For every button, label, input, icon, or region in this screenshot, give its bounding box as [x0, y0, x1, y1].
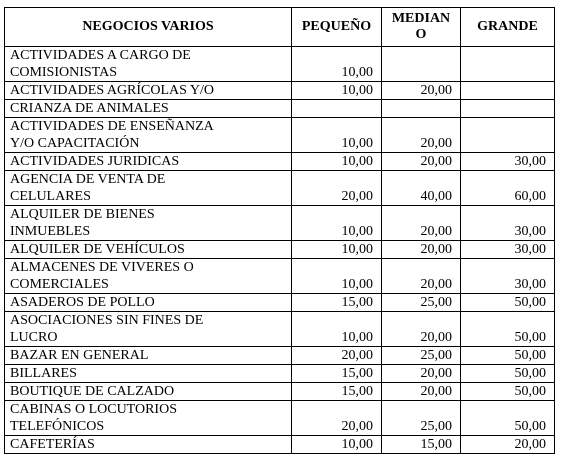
- mediano-value-cell: 40,00: [382, 171, 461, 206]
- grande-value-cell: [461, 118, 555, 153]
- grande-value-cell: 30,00: [461, 259, 555, 294]
- mediano-value-cell: 20,00: [382, 82, 461, 100]
- mediano-value-cell: 20,00: [382, 153, 461, 171]
- document-page: [4, 7, 555, 454]
- grande-value-cell: [461, 47, 555, 82]
- business-name-line: COMERCIALES: [10, 277, 109, 292]
- pequeno-value-cell: 10,00: [292, 436, 382, 454]
- business-name-line: CRIANZA DE ANIMALES: [10, 101, 169, 116]
- business-name-line: COMISIONISTAS: [10, 65, 118, 80]
- business-name-line: CAFETERÍAS: [10, 437, 95, 452]
- mediano-value-cell: 20,00: [382, 118, 461, 153]
- business-name-line: TELEFÓNICOS: [10, 419, 105, 434]
- table-row: [5, 100, 555, 118]
- grande-value-cell: 50,00: [461, 312, 555, 347]
- business-name-line: ACTIVIDADES DE ENSEÑANZA: [10, 119, 214, 134]
- table-row: [5, 259, 555, 294]
- pequeno-value-cell: 20,00: [292, 401, 382, 436]
- pequeno-value-cell: [292, 100, 382, 118]
- mediano-value-cell: 20,00: [382, 206, 461, 241]
- business-name-cell: [5, 153, 292, 171]
- table-row: [5, 294, 555, 312]
- business-name-cell: [5, 401, 292, 436]
- mediano-value-cell: 25,00: [382, 294, 461, 312]
- mediano-value-cell: 20,00: [382, 259, 461, 294]
- business-name-cell: [5, 47, 292, 82]
- pequeno-value-cell: 10,00: [292, 153, 382, 171]
- table-row: [5, 347, 555, 365]
- business-name-line: ACTIVIDADES A CARGO DE: [10, 48, 191, 63]
- business-name-line: ALQUILER DE BIENES: [10, 207, 155, 222]
- pequeno-value-cell: 10,00: [292, 241, 382, 259]
- business-name-line: ACTIVIDADES JURIDICAS: [10, 154, 180, 169]
- mediano-value-cell: 25,00: [382, 401, 461, 436]
- table-header-row: [5, 8, 555, 47]
- pequeno-value-cell: 20,00: [292, 347, 382, 365]
- pequeno-value-cell: 15,00: [292, 365, 382, 383]
- business-name-line: ACTIVIDADES AGRÍCOLAS Y/O: [10, 83, 215, 98]
- pequeno-value-cell: 10,00: [292, 118, 382, 153]
- pequeno-value-cell: 10,00: [292, 259, 382, 294]
- pequeno-value-cell: 15,00: [292, 294, 382, 312]
- grande-value-cell: 30,00: [461, 206, 555, 241]
- table-row: [5, 365, 555, 383]
- pequeno-value-cell: 15,00: [292, 383, 382, 401]
- business-name-line: BOUTIQUE DE CALZADO: [10, 384, 175, 399]
- table-row: [5, 82, 555, 100]
- pequeno-value-cell: 10,00: [292, 82, 382, 100]
- business-name-line: BAZAR EN GENERAL: [10, 348, 149, 363]
- business-name-cell: [5, 171, 292, 206]
- business-name-cell: [5, 383, 292, 401]
- header-grande: GRANDE: [461, 8, 555, 47]
- mediano-value-cell: [382, 100, 461, 118]
- mediano-value-cell: 20,00: [382, 383, 461, 401]
- grande-value-cell: 50,00: [461, 294, 555, 312]
- header-negocios-varios: NEGOCIOS VARIOS: [5, 8, 292, 47]
- business-name-cell: [5, 347, 292, 365]
- business-name-line: ALQUILER DE VEHÍCULOS: [10, 242, 185, 257]
- business-name-line: INMUEBLES: [10, 224, 91, 239]
- table-row: [5, 47, 555, 82]
- grande-value-cell: 50,00: [461, 347, 555, 365]
- business-name-line: LUCRO: [10, 330, 58, 345]
- table-row: [5, 312, 555, 347]
- business-name-cell: [5, 118, 292, 153]
- business-name-cell: [5, 312, 292, 347]
- grande-value-cell: 60,00: [461, 171, 555, 206]
- business-name-line: Y/O CAPACITACIÓN: [10, 136, 140, 151]
- pequeno-value-cell: 10,00: [292, 206, 382, 241]
- pequeno-value-cell: 10,00: [292, 312, 382, 347]
- business-name-line: ALMACENES DE VIVERES O: [10, 260, 194, 275]
- grande-value-cell: 50,00: [461, 365, 555, 383]
- grande-value-cell: 30,00: [461, 241, 555, 259]
- grande-value-cell: [461, 100, 555, 118]
- business-name-cell: [5, 259, 292, 294]
- business-name-cell: [5, 206, 292, 241]
- business-name-cell: [5, 365, 292, 383]
- table-row: [5, 153, 555, 171]
- business-name-line: CABINAS O LOCUTORIOS: [10, 402, 177, 417]
- header-mediano: MEDIAN O: [382, 8, 461, 47]
- table-row: [5, 401, 555, 436]
- business-fees-table: [4, 7, 555, 454]
- header-pequeno: PEQUEÑO: [292, 8, 382, 47]
- business-name-cell: [5, 241, 292, 259]
- table-row: [5, 206, 555, 241]
- business-name-line: ASADEROS DE POLLO: [10, 295, 155, 310]
- pequeno-value-cell: 20,00: [292, 171, 382, 206]
- business-name-line: AGENCIA DE VENTA DE: [10, 172, 166, 187]
- grande-value-cell: 30,00: [461, 153, 555, 171]
- mediano-value-cell: 20,00: [382, 312, 461, 347]
- table-row: [5, 118, 555, 153]
- mediano-value-cell: 15,00: [382, 436, 461, 454]
- mediano-value-cell: 20,00: [382, 365, 461, 383]
- mediano-value-cell: 20,00: [382, 241, 461, 259]
- table-row: [5, 241, 555, 259]
- business-name-cell: [5, 82, 292, 100]
- table-row: [5, 436, 555, 454]
- pequeno-value-cell: 10,00: [292, 47, 382, 82]
- table-row: [5, 171, 555, 206]
- grande-value-cell: 20,00: [461, 436, 555, 454]
- business-name-line: BILLARES: [10, 366, 77, 381]
- business-name-line: ASOCIACIONES SIN FINES DE: [10, 313, 204, 328]
- business-name-cell: [5, 100, 292, 118]
- grande-value-cell: 50,00: [461, 383, 555, 401]
- mediano-value-cell: [382, 47, 461, 82]
- table-row: [5, 383, 555, 401]
- grande-value-cell: 50,00: [461, 401, 555, 436]
- business-name-line: CELULARES: [10, 189, 91, 204]
- business-name-cell: [5, 294, 292, 312]
- grande-value-cell: [461, 82, 555, 100]
- mediano-value-cell: 25,00: [382, 347, 461, 365]
- business-name-cell: [5, 436, 292, 454]
